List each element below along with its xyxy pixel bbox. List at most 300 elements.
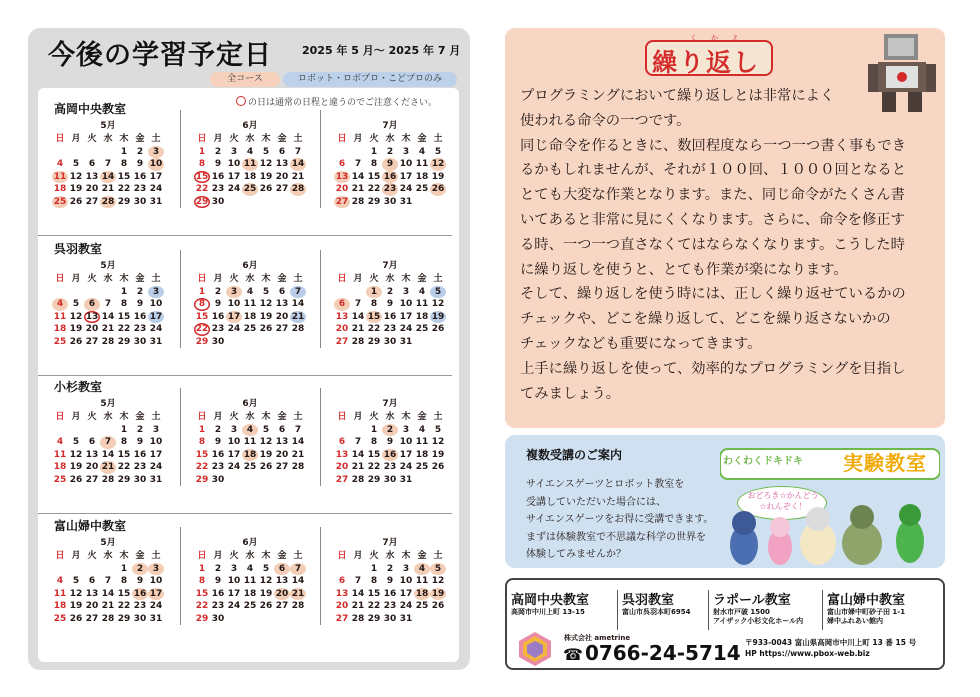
weekday-label: 金 (417, 412, 427, 422)
month-divider (180, 527, 181, 625)
calendar-day (68, 286, 84, 299)
calendar-day: 6 (338, 437, 346, 447)
calendar-day: 31 (149, 336, 163, 347)
calendar-day: 16 (211, 311, 225, 322)
month-calendar (194, 258, 306, 348)
weekday-label: 火 (87, 134, 97, 144)
calendar-day: 13 (335, 449, 349, 460)
month-title: 5月 (100, 121, 116, 131)
calendar-day: 18 (415, 171, 429, 182)
calendar-day: 28 (101, 196, 115, 207)
calendar-day: 17 (149, 588, 163, 599)
week-row (334, 449, 446, 462)
calendar-day: 10 (227, 299, 241, 309)
calendar-day: 10 (149, 159, 163, 169)
loop-body-line: プログラミングにおいて繰り返しとは非常によく (520, 88, 835, 104)
calendar-day: 6 (334, 298, 350, 311)
calendar-day: 5 (72, 437, 80, 447)
calendar-day: 2 (386, 146, 394, 157)
weekday-label: 火 (229, 551, 239, 561)
calendar-day: 15 (117, 311, 131, 322)
calendar-day: 8 (198, 437, 206, 447)
phone-number-text: 0766-24-5714 (584, 641, 741, 665)
month-calendar (194, 535, 306, 625)
calendar-day (274, 196, 290, 209)
weekday-label: 木 (401, 134, 411, 144)
calendar-day: 23 (383, 324, 397, 334)
calendar-day: 24 (399, 601, 413, 611)
calendar-day: 27 (275, 324, 289, 334)
weekday-label: 火 (229, 274, 239, 284)
calendar-day: 31 (399, 196, 413, 207)
weekday-label: 土 (151, 274, 161, 284)
calendar-day (52, 563, 68, 576)
calendar-day: 2 (214, 424, 222, 435)
calendar-day: 6 (88, 576, 96, 586)
calendar-day: 1 (198, 146, 206, 157)
weekday-label: 日 (197, 551, 207, 561)
calendar-day: 3 (230, 146, 238, 157)
weekday-label: 火 (87, 274, 97, 284)
weekday-label: 土 (293, 274, 303, 284)
calendar-day (226, 196, 242, 209)
calendar-day: 2 (136, 286, 144, 297)
calendar-day: 26 (431, 184, 445, 194)
calendar-day (334, 563, 350, 576)
calendar-day (350, 146, 366, 159)
week-row (52, 171, 164, 184)
weekday-label: 月 (213, 412, 223, 422)
phone-number (563, 641, 741, 665)
week-row (334, 474, 446, 487)
weekday-label: 水 (103, 551, 113, 561)
month-title: 5月 (100, 538, 116, 548)
calendar-day: 8 (370, 437, 378, 447)
calendar-day: 31 (399, 336, 413, 347)
calendar-day: 29 (195, 613, 209, 624)
calendar-day: 20 (335, 462, 349, 472)
calendar-day: 2 (382, 424, 398, 437)
calendar-day: 27 (335, 336, 349, 347)
calendar-day: 2 (386, 563, 394, 574)
weekday-label: 土 (433, 134, 443, 144)
month-divider (320, 388, 321, 486)
weekday-label: 水 (245, 412, 255, 422)
hq-address (745, 637, 916, 659)
week-row (194, 436, 306, 449)
week-row (52, 183, 164, 196)
school-name: 高岡中央教室 (54, 102, 127, 116)
calendar-day: 29 (367, 613, 381, 624)
month-calendar (334, 258, 446, 348)
calendar-day: 30 (383, 196, 397, 207)
calendar-day: 16 (133, 311, 147, 322)
week-row (194, 449, 306, 462)
calendar-day (258, 613, 274, 626)
calendar-day: 27 (275, 601, 289, 611)
calendar-day: 19 (431, 449, 445, 460)
loop-body-line: るかもしれませんが、それが１００回、１０００回となると (520, 162, 907, 179)
calendar-day: 26 (69, 336, 83, 347)
calendar-day (242, 336, 258, 349)
calendar-day: 4 (246, 146, 254, 157)
calendar-day: 12 (431, 159, 445, 169)
week-row (194, 424, 306, 437)
weekday-label: 月 (353, 134, 363, 144)
calendar-day: 5 (430, 286, 446, 299)
weekday-label: 水 (245, 551, 255, 561)
weekday-label: 火 (87, 412, 97, 422)
calendar-day: 2 (214, 286, 222, 297)
month-calendar (52, 258, 164, 348)
calendar-day: 28 (351, 613, 365, 624)
calendar-day: 11 (243, 437, 257, 447)
calendar-day: 30 (211, 613, 225, 624)
week-row (334, 600, 446, 613)
calendar-day: 19 (69, 324, 83, 334)
weekday-label: 土 (293, 412, 303, 422)
calendar-day: 27 (85, 613, 99, 624)
calendar-day: 8 (370, 299, 378, 309)
calendar-day (290, 474, 306, 487)
calendar-day: 19 (259, 311, 273, 322)
month-divider (180, 110, 181, 208)
weekday-label: 水 (385, 134, 395, 144)
week-row (52, 336, 164, 349)
calendar-day: 1 (198, 424, 206, 435)
weekday-label: 木 (261, 274, 271, 284)
calendar-day: 19 (431, 171, 445, 182)
month-divider (320, 110, 321, 208)
weekday-header (52, 133, 164, 146)
calendar-day: 15 (195, 171, 209, 182)
calendar-day: 13 (275, 299, 289, 309)
calendar-day: 13 (85, 311, 99, 322)
week-row (194, 336, 306, 349)
calendar-day (52, 424, 68, 437)
calendar-day: 11 (415, 576, 429, 586)
calendar-day: 24 (227, 324, 241, 334)
calendar-day: 5 (72, 299, 80, 309)
weekday-label: 火 (369, 274, 379, 284)
week-row (334, 336, 446, 349)
calendar-day: 21 (101, 462, 115, 472)
calendar-day: 29 (117, 613, 131, 624)
calendar-day: 3 (148, 563, 164, 576)
calendar-day: 14 (351, 311, 365, 322)
week-row (194, 146, 306, 159)
weekday-label: 木 (401, 551, 411, 561)
week-row (52, 449, 164, 462)
calendar-day: 1 (120, 424, 128, 435)
calendar-day (290, 336, 306, 349)
calendar-day: 6 (274, 563, 290, 576)
calendar-day: 6 (84, 298, 100, 311)
calendar-day (84, 146, 100, 159)
week-row (334, 575, 446, 588)
calendar-day: 24 (227, 462, 241, 472)
weekday-label: 月 (71, 274, 81, 284)
calendar-day: 27 (85, 474, 99, 485)
calendar-day (100, 286, 116, 299)
calendar-day: 18 (53, 324, 67, 334)
calendar-day: 9 (386, 437, 394, 447)
calendar-day: 7 (294, 424, 302, 435)
weekday-label: 月 (353, 274, 363, 284)
calendar-day: 6 (338, 159, 346, 169)
phone-icon: ☎ (563, 645, 583, 664)
week-row (52, 461, 164, 474)
calendar-day: 7 (104, 299, 112, 309)
weekday-label: 土 (433, 412, 443, 422)
calendar-day: 15 (367, 171, 381, 182)
calendar-day: 28 (101, 336, 115, 347)
calendar-day: 23 (211, 184, 225, 194)
calendar-day: 20 (275, 449, 289, 460)
calendar-day: 4 (242, 424, 258, 437)
calendar-day: 8 (370, 159, 378, 169)
calendar-day: 8 (198, 159, 206, 169)
calendar-day: 11 (243, 576, 257, 586)
weekday-label: 水 (103, 274, 113, 284)
calendar-day: 9 (386, 576, 394, 586)
month-title: 7月 (382, 399, 398, 409)
calendar-day: 28 (291, 462, 305, 472)
weekday-header (194, 411, 306, 424)
weekday-label: 金 (417, 274, 427, 284)
lab-logo-small-text: わくわくドキドキ (723, 456, 803, 467)
calendar-day: 9 (214, 576, 222, 586)
multi-course-line: 体験してみませんか？ (526, 549, 626, 560)
calendar-day: 25 (415, 184, 429, 194)
calendar-day: 3 (402, 424, 410, 435)
location-divider (617, 590, 618, 630)
calendar-day: 17 (399, 449, 413, 460)
calendar-day: 13 (275, 576, 289, 586)
weekday-label: 月 (71, 551, 81, 561)
weekday-label: 日 (197, 412, 207, 422)
location-name: 呉羽教室 (622, 593, 675, 608)
calendar-day: 27 (335, 474, 349, 485)
calendar-day: 11 (415, 437, 429, 447)
calendar-day: 21 (291, 311, 305, 322)
weekday-header (52, 411, 164, 424)
week-row (52, 474, 164, 487)
calendar-day: 25 (53, 613, 67, 624)
company-logo (517, 632, 553, 666)
calendar-day: 26 (259, 462, 273, 472)
month-divider (180, 388, 181, 486)
weekday-label: 日 (55, 274, 65, 284)
weekday-label: 月 (353, 412, 363, 422)
weekday-label: 土 (293, 551, 303, 561)
calendar-day: 29 (117, 474, 131, 485)
calendar-day: 17 (399, 171, 413, 182)
calendar-day: 21 (351, 324, 365, 334)
month-calendar (334, 118, 446, 208)
calendar-day: 4 (56, 437, 64, 447)
month-divider (320, 250, 321, 348)
calendar-day: 18 (53, 462, 67, 472)
calendar-day: 14 (351, 588, 365, 599)
weekday-label: 火 (369, 551, 379, 561)
calendar-day: 30 (133, 613, 147, 624)
school-divider (38, 375, 452, 376)
calendar-day: 9 (136, 299, 144, 309)
calendar-day: 7 (354, 576, 362, 586)
calendar-day: 8 (198, 576, 206, 586)
weekday-label: 土 (151, 412, 161, 422)
weekday-label: 水 (103, 134, 113, 144)
calendar-day: 25 (53, 336, 67, 347)
calendar-day: 16 (211, 588, 225, 599)
calendar-day: 29 (367, 336, 381, 347)
calendar-day: 24 (399, 184, 413, 194)
calendar-day: 12 (259, 576, 273, 586)
loop-title-ruby: くかえ (690, 34, 753, 42)
calendar-day: 21 (291, 449, 305, 460)
weekday-label: 金 (277, 134, 287, 144)
calendar-day: 11 (243, 159, 257, 169)
calendar-day: 18 (243, 449, 257, 460)
calendar-day: 31 (149, 613, 163, 624)
weekday-label: 木 (119, 412, 129, 422)
calendar-day: 18 (415, 311, 429, 322)
calendar-day: 13 (275, 437, 289, 447)
calendar-day: 20 (335, 184, 349, 194)
calendar-day: 13 (85, 588, 99, 599)
calendar-day: 26 (431, 324, 445, 334)
location-address: 富山市呉羽本町6954 (622, 608, 691, 616)
weekday-header (52, 273, 164, 286)
calendar-day: 25 (415, 324, 429, 334)
calendar-day: 23 (211, 324, 225, 334)
calendar-day: 23 (383, 462, 397, 472)
weekday-label: 日 (55, 412, 65, 422)
calendar-day: 15 (117, 449, 131, 460)
location (622, 589, 690, 617)
calendar-day: 24 (149, 601, 163, 611)
calendar-day: 6 (338, 576, 346, 586)
weekday-label: 日 (197, 134, 207, 144)
calendar-day: 14 (291, 437, 305, 447)
loop-body-line: てみましょう。 (520, 385, 621, 402)
calendar-day: 15 (195, 311, 209, 322)
calendar-day: 21 (291, 171, 305, 182)
weekday-label: 水 (245, 274, 255, 284)
week-row (334, 158, 446, 171)
month-calendar (52, 535, 164, 625)
weekday-label: 日 (55, 551, 65, 561)
location-divider (822, 590, 823, 630)
calendar-day (68, 563, 84, 576)
calendar-day: 9 (136, 576, 144, 586)
calendar-day: 19 (431, 311, 445, 322)
calendar-day: 5 (262, 146, 270, 157)
calendar-day: 1 (198, 563, 206, 574)
calendar-day: 9 (382, 158, 398, 171)
month-title: 6月 (242, 538, 258, 548)
calendar-day: 18 (415, 449, 429, 460)
calendar-day: 9 (214, 159, 222, 169)
calendar-day: 19 (69, 462, 83, 472)
page-title: 今後の学習予定日 (48, 40, 272, 71)
calendar-day: 24 (399, 462, 413, 472)
calendar-day: 28 (291, 184, 305, 194)
calendar-day: 14 (101, 588, 115, 599)
calendar-day: 21 (101, 184, 115, 194)
calendar-day: 30 (211, 474, 225, 485)
weekday-header (194, 273, 306, 286)
weekday-label: 土 (293, 134, 303, 144)
weekday-header (334, 273, 446, 286)
weekday-label: 月 (213, 134, 223, 144)
weekday-header (52, 550, 164, 563)
weekday-label: 日 (337, 412, 347, 422)
weekday-label: 水 (245, 134, 255, 144)
week-row (334, 146, 446, 159)
calendar-day: 23 (211, 601, 225, 611)
calendar-day: 9 (214, 299, 222, 309)
calendar-day (290, 613, 306, 626)
calendar-day (226, 474, 242, 487)
calendar-day: 31 (149, 196, 163, 207)
school-name: 富山婦中教室 (54, 519, 127, 533)
calendar-day (84, 563, 100, 576)
week-row (52, 323, 164, 336)
calendar-day: 27 (335, 196, 349, 207)
calendar-day: 7 (294, 146, 302, 157)
calendar-day: 25 (243, 324, 257, 334)
calendar-day: 29 (117, 336, 131, 347)
weekday-label: 木 (261, 412, 271, 422)
weekday-label: 水 (385, 274, 395, 284)
weekday-label: 火 (229, 412, 239, 422)
month-title: 6月 (242, 399, 258, 409)
calendar-day: 5 (262, 286, 270, 297)
week-row (52, 613, 164, 626)
calendar-day (52, 286, 68, 299)
calendar-day (100, 146, 116, 159)
calendar-day: 1 (370, 146, 378, 157)
calendar-day: 20 (85, 184, 99, 194)
week-row (194, 575, 306, 588)
calendar-day: 30 (383, 613, 397, 624)
weekday-label: 金 (277, 551, 287, 561)
lab-logo-text: 実験教室 (843, 451, 927, 475)
week-row (52, 158, 164, 171)
weekday-label: 水 (385, 412, 395, 422)
calendar-day: 10 (399, 576, 413, 586)
week-row (194, 474, 306, 487)
calendar-day (414, 196, 430, 209)
calendar-day: 4 (414, 563, 430, 576)
homepage-url[interactable]: HP https://www.pbox-web.biz (745, 649, 870, 658)
calendar-day: 24 (149, 462, 163, 472)
calendar-day: 19 (259, 171, 273, 182)
calendar-day: 23 (383, 184, 397, 194)
calendar-day (226, 613, 242, 626)
calendar-day: 14 (101, 171, 115, 182)
month-title: 6月 (242, 121, 258, 131)
calendar-day: 3 (230, 424, 238, 435)
week-row (52, 575, 164, 588)
calendar-day: 17 (399, 588, 413, 599)
calendar-day: 10 (227, 576, 241, 586)
weekday-label: 月 (213, 551, 223, 561)
location-address: 婦中ふれあい館内 (827, 617, 883, 625)
calendar-day: 1 (120, 286, 128, 297)
